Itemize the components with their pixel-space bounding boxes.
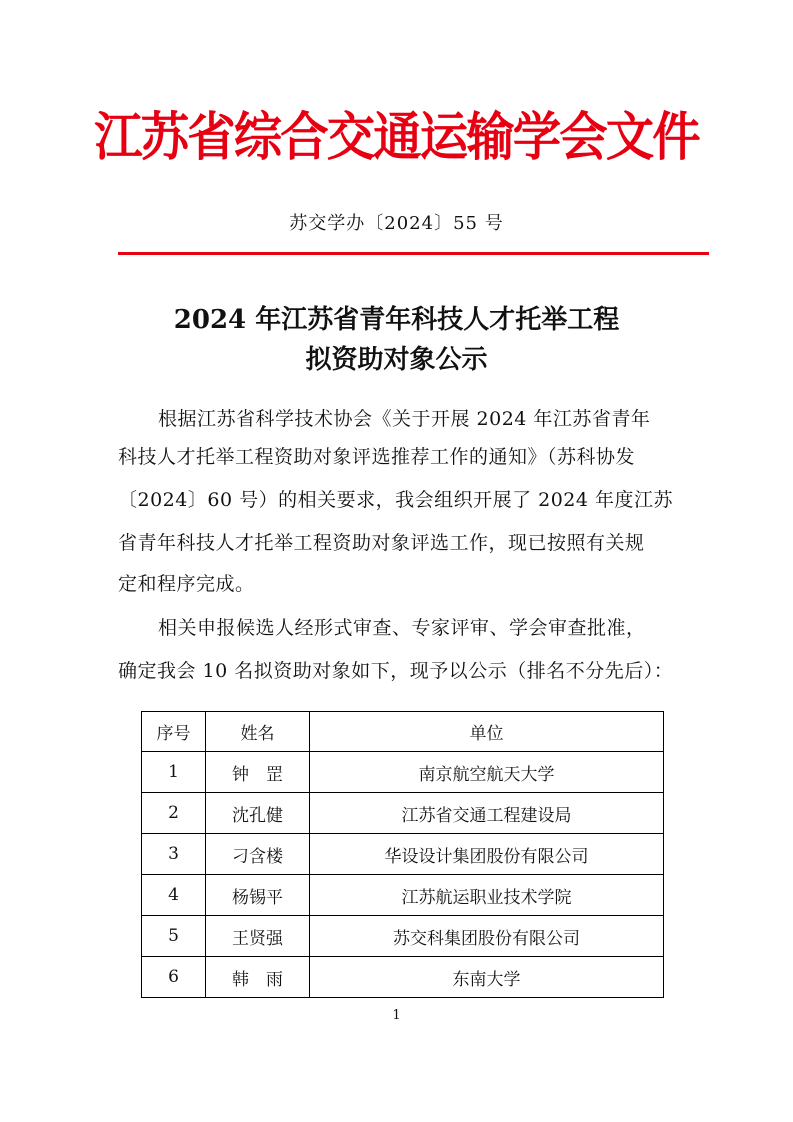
cell-name: 韩 雨 <box>206 957 310 998</box>
cell-unit: 东南大学 <box>310 957 664 998</box>
cell-name: 沈孔健 <box>206 793 310 834</box>
cell-name: 杨锡平 <box>206 875 310 916</box>
org-masthead: 江苏省综合交通运输学会文件 <box>94 107 699 168</box>
table-row <box>142 834 664 875</box>
cell-index: 4 <box>142 875 206 916</box>
cell-index: 6 <box>142 957 206 998</box>
table-row <box>142 916 664 957</box>
table-row <box>142 957 664 998</box>
paragraph-2-line-1: 相关申报候选人经形式审查、专家评审、学会审查批准， <box>158 617 646 639</box>
document-title-line-1: 2024 年江苏省青年科技人才托举工程 <box>173 305 620 335</box>
paragraph-1-line-4: 省青年科技人才托举工程资助对象评选工作，现已按照有关规 <box>118 532 645 554</box>
cell-index: 2 <box>142 793 206 834</box>
cell-unit: 江苏省交通工程建设局 <box>310 793 664 834</box>
cell-unit: 苏交科集团股份有限公司 <box>310 916 664 957</box>
column-header-name: 姓名 <box>206 712 310 752</box>
cell-name: 刁含楼 <box>206 834 310 875</box>
page-number: 1 <box>392 1008 401 1023</box>
cell-index: 5 <box>142 916 206 957</box>
cell-unit: 江苏航运职业技术学院 <box>310 875 664 916</box>
table-row <box>142 793 664 834</box>
document-title-line-2: 拟资助对象公示 <box>305 345 488 375</box>
paragraph-1-line-2: 科技人才托举工程资助对象评选推荐工作的通知》（苏科协发 <box>118 446 636 468</box>
cell-name: 王贤强 <box>206 916 310 957</box>
recipients-table <box>141 711 664 998</box>
red-divider-line <box>118 252 709 255</box>
table-header-row <box>142 712 664 752</box>
paragraph-1-line-3: 〔2024〕60 号）的相关要求，我会组织开展了 2024 年度江苏 <box>118 489 674 511</box>
cell-index: 1 <box>142 752 206 793</box>
table-row <box>142 752 664 793</box>
paragraph-1-line-1: 根据江苏省科学技术协会《关于开展 2024 年江苏省青年 <box>158 408 651 430</box>
column-header-unit: 单位 <box>310 712 664 752</box>
recipients-table-wrapper <box>141 711 663 998</box>
cell-unit: 华设设计集团股份有限公司 <box>310 834 664 875</box>
column-header-index: 序号 <box>142 712 206 752</box>
paragraph-2-line-2: 确定我会 10 名拟资助对象如下，现予以公示（排名不分先后）： <box>118 660 674 682</box>
paragraph-1-line-5: 定和程序完成。 <box>118 573 255 595</box>
table-row <box>142 875 664 916</box>
cell-name: 钟 罡 <box>206 752 310 793</box>
cell-index: 3 <box>142 834 206 875</box>
cell-unit: 南京航空航天大学 <box>310 752 664 793</box>
document-number: 苏交学办〔2024〕55 号 <box>289 213 504 234</box>
